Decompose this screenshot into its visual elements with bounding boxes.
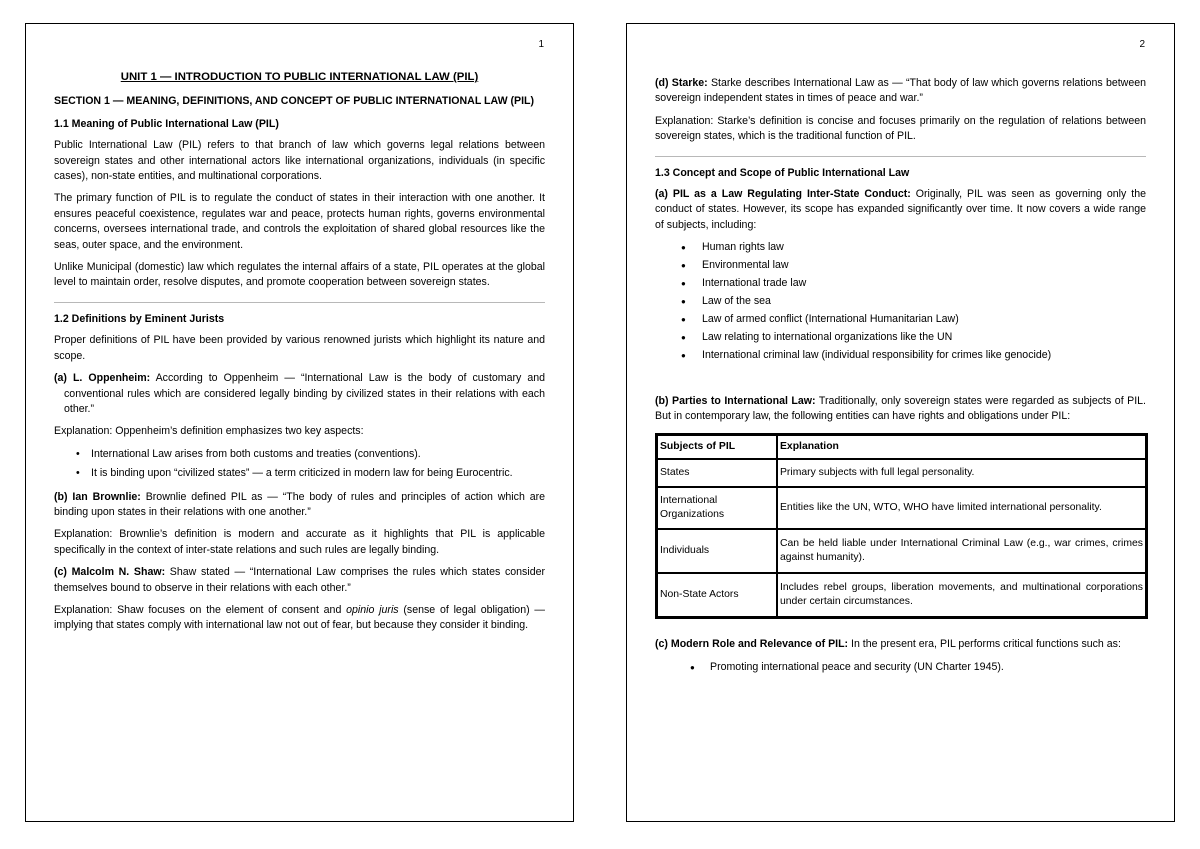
point-label: (b) Parties to International Law:	[655, 394, 816, 407]
table-cell: Entities like the UN, WTO, WHO have limited international personality.	[777, 487, 1146, 529]
unit-title: UNIT 1 — INTRODUCTION TO PUBLIC INTERNATIONAL LAW (PIL)	[120, 71, 479, 83]
table-cell: Non-State Actors	[657, 573, 777, 617]
list-item: ● International criminal law (individual responsibility for crimes like genocide)	[655, 348, 1146, 363]
definition-shaw	[54, 565, 545, 596]
explanation: Explanation: Brownlie’s definition is modern and accurate as it highlights that PIL is applicable specifically in the context of inter-state relations and such rules are legally binding.	[54, 528, 545, 556]
section-heading: SECTION 1 — MEANING, DEFINITIONS, AND CONCEPT OF PUBLIC INTERNATIONAL LAW (PIL)	[54, 95, 535, 108]
table-row	[657, 459, 1146, 487]
bullet-list	[54, 447, 545, 482]
table-cell: Can be held liable under International Criminal Law (e.g., war crimes, crimes against humanity).	[777, 529, 1146, 573]
page-body	[655, 76, 1146, 683]
list-item: ● International trade law	[655, 276, 1146, 291]
explanation-text: (sense of legal obligation) — implying that states comply with international law not out of fear, but because they consider it binding.	[54, 603, 545, 632]
definition-brownlie	[54, 490, 545, 521]
table-cell: Includes rebel groups, liberation movements, and multinational corporations under certain circumstances.	[777, 573, 1146, 617]
divider	[54, 302, 545, 303]
subjects-table	[655, 433, 1148, 619]
table-header-cell: Explanation	[777, 435, 1146, 459]
modern-role-paragraph	[655, 637, 1146, 652]
paragraph: Unlike Municipal (domestic) law which regulates the internal affairs of a state, PIL operates at the global level to maintain order, resolve disputes, and promote cooperation between sovereign states.	[54, 261, 545, 289]
scope-list	[655, 240, 1146, 363]
list-item: ● Environmental law	[655, 258, 1146, 273]
explanation	[54, 603, 545, 634]
table-row	[657, 529, 1146, 573]
explanation: Explanation: Oppenheim’s definition emphasizes two key aspects:	[54, 425, 364, 438]
point-text: Traditionally, only sovereign states were regarded as subjects of PIL. But in contemporary law, the following entities can have rights and obligations under PIL:	[655, 394, 1146, 423]
subheading-1-1: 1.1 Meaning of Public International Law (PIL)	[54, 117, 279, 130]
table-cell: States	[657, 459, 777, 487]
modern-role-list	[655, 660, 1146, 675]
page-body	[54, 70, 545, 641]
list-item: ● Law relating to international organizations like the UN	[655, 330, 1146, 345]
definition-label: (a) L. Oppenheim:	[54, 372, 151, 385]
list-item: • It is binding upon “civilized states” — a term criticized in modern law for being Eurocentric.	[54, 466, 545, 481]
page-number: 1	[538, 39, 544, 50]
list-item: ● Human rights law	[655, 240, 1146, 255]
list-item: ● Law of armed conflict (International Humanitarian Law)	[655, 312, 1146, 327]
point-text: In the present era, PIL performs critical functions such as:	[848, 638, 1121, 651]
definition-text: According to Oppenheim — “International Law is the body of customary and conventional rules which are considered legally binding by civilized states in their relations with each other.”	[64, 372, 546, 415]
italic-term: opinio juris	[346, 603, 399, 616]
paragraph: Proper definitions of PIL have been provided by various renowned jurists which highlight its nature and scope.	[54, 334, 545, 362]
subheading-1-2: 1.2 Definitions by Eminent Jurists	[54, 312, 225, 325]
explanation: Explanation: Starke’s definition is concise and focuses primarily on the regulation of relations between sovereign states, which is the traditional function of PIL.	[655, 114, 1146, 143]
list-item: ● Promoting international peace and security (UN Charter 1945).	[655, 660, 1146, 675]
parties-paragraph	[655, 394, 1146, 425]
definition-label: (c) Malcolm N. Shaw:	[54, 566, 166, 579]
paragraph: The primary function of PIL is to regulate the conduct of states in their interaction with one another. It ensures peaceful coexistence, regulates war and peace, protects human rights, governs environmental concerns, oversees international trade, and controls the exploitation of shared global resources like the seas, outer space, and the environment.	[54, 192, 545, 251]
list-item: ● Law of the sea	[655, 294, 1146, 309]
definition-text: Shaw stated — “International Law comprises the rules which states consider themselves bound to observe in their relations with each other.”	[54, 566, 546, 594]
divider	[655, 156, 1146, 157]
explanation-text: Explanation: Shaw focuses on the element of consent and	[54, 603, 347, 616]
document-page-1	[25, 23, 574, 822]
subheading-1-3: 1.3 Concept and Scope of Public International Law	[655, 166, 910, 179]
definition-starke	[655, 76, 1146, 107]
table-cell: Individuals	[657, 529, 777, 573]
definition-label: (b) Ian Brownlie:	[54, 490, 141, 503]
point-text: Originally, PIL was seen as governing only the conduct of states. However, its scope has expanded significantly over time. It now covers a wide range of subjects, including:	[655, 188, 1146, 231]
list-item: • International Law arises from both customs and treaties (conventions).	[54, 447, 545, 462]
scope-paragraph	[655, 187, 1146, 233]
point-label: (c) Modern Role and Relevance of PIL:	[655, 638, 849, 651]
definition-text: Brownlie defined PIL as — “The body of rules and principles of action which are binding upon states in their relations with one another.”	[54, 490, 546, 518]
table-cell: Primary subjects with full legal personality.	[777, 459, 1146, 487]
page-number: 2	[1139, 39, 1145, 50]
definition-oppenheim	[54, 371, 545, 417]
table-header-row	[657, 435, 1146, 459]
document-page-2	[626, 23, 1175, 822]
table-row	[657, 573, 1146, 617]
definition-label: (d) Starke:	[655, 77, 708, 89]
table-row	[657, 487, 1146, 529]
table-header-cell: Subjects of PIL	[657, 435, 777, 459]
point-label: (a) PIL as a Law Regulating Inter-State Conduct:	[655, 188, 911, 201]
paragraph: Public International Law (PIL) refers to that branch of law which governs legal relations between sovereign states and other international actors like international organizations, individuals (in specific cases), non-state entities, and multinational corporations.	[54, 139, 545, 183]
table-cell: International Organizations	[657, 487, 777, 529]
definition-text: Starke describes International Law as — “That body of law which governs relations between sovereign independent states in times of peace and war.”	[655, 77, 1147, 105]
